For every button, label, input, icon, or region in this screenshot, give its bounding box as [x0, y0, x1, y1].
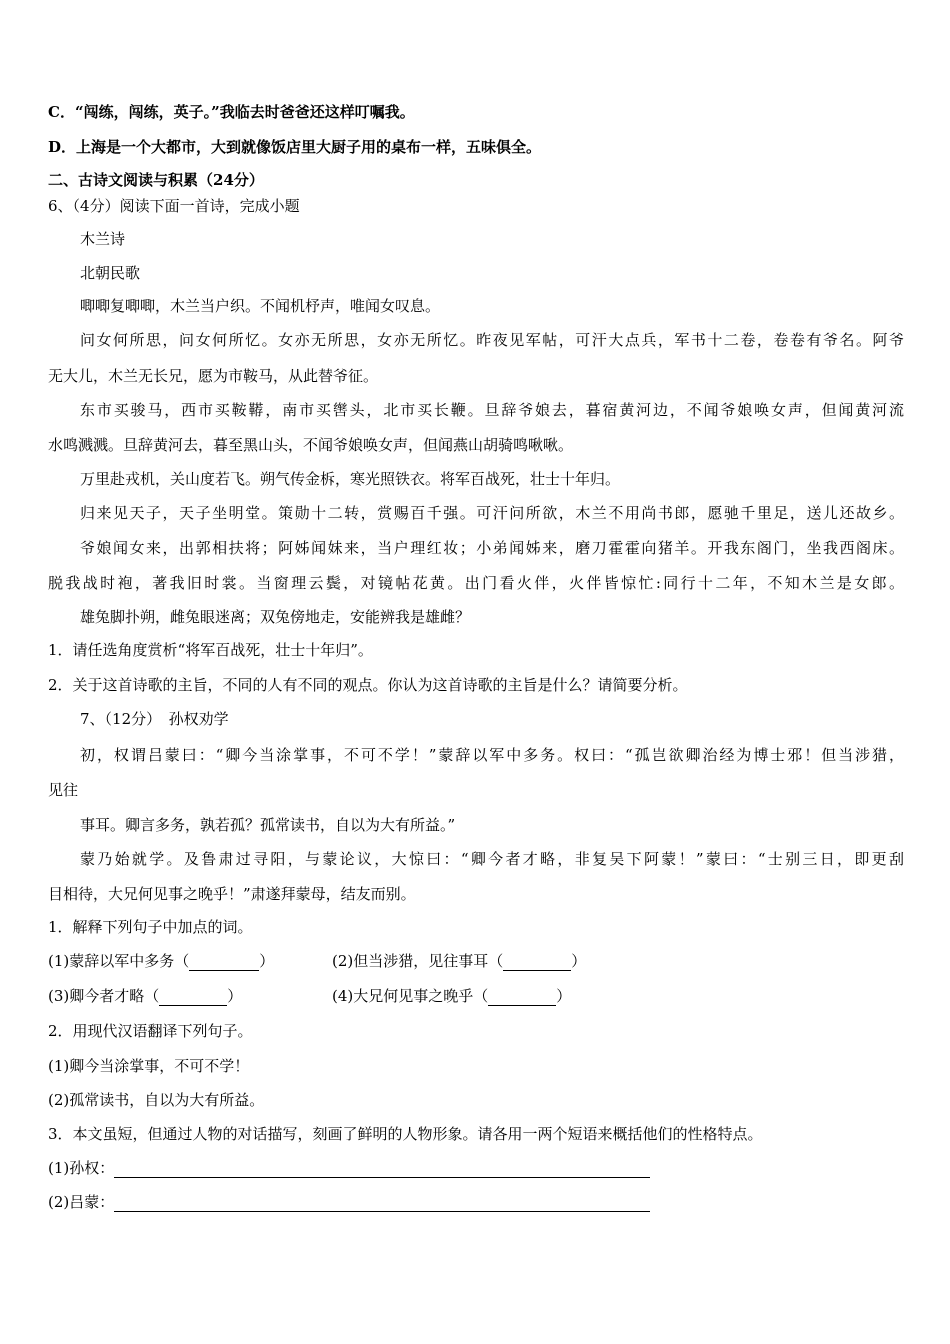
q6-sub1: 1．请任选角度赏析“将军百战死，壮士十年归”。 — [48, 641, 373, 659]
poem-line: 问女何所思，问女何所忆。女亦无所思，女亦无所忆。昨夜见军帖，可汗大点兵，军书十二卷，卷卷有爷名。阿爷 — [80, 331, 904, 349]
answer-blank[interactable] — [159, 991, 227, 1006]
poem-line: 唧唧复唧唧，木兰当户织。不闻机杼声，唯闻女叹息。 — [80, 297, 441, 315]
q7-prompt: 7、（12分） 孙权劝学 — [80, 710, 229, 728]
blank-item: (1)蒙辞以军中多务（ ） — [48, 952, 275, 970]
poem-line: 脱我战时袍，著我旧时裳。当窗理云鬓，对镜帖花黄。出门看火伴，火伴皆惊忙:同行十二年，不知木兰是女郎。 — [48, 574, 904, 592]
translate-item: (2)孤常读书，自以为大有所益。 — [48, 1091, 265, 1109]
answer-blank[interactable] — [488, 991, 556, 1006]
poem-line: 归来见天子，天子坐明堂。策勋十二转，赏赐百千强。可汗问所欲，木兰不用尚书郎，愿驰千里足，送儿还故乡。 — [80, 504, 904, 522]
blank-item: (3)卿今者才略（ ） — [48, 987, 243, 1005]
poem-line: 水鸣溅溅。旦辞黄河去，暮至黑山头，不闻爷娘唤女声，但闻燕山胡骑鸣啾啾。 — [48, 436, 574, 454]
translate-item: (1)卿今当涂掌事，不可不学！ — [48, 1057, 250, 1075]
poem-line: 雄兔脚扑朔，雌兔眼迷离；双兔傍地走，安能辨我是雄雌？ — [80, 608, 471, 626]
blank-row — [48, 951, 587, 971]
blank-row — [48, 986, 572, 1006]
poem-title: 木兰诗 — [80, 230, 126, 248]
answer-line-row: (1)孙权： — [48, 1158, 650, 1178]
q6-prompt: 6、（4分）阅读下面一首诗，完成小题 — [48, 197, 300, 215]
answer-line[interactable] — [114, 1197, 650, 1212]
passage-line: 目相待，大兄何见事之晚乎！”肃遂拜蒙母，结友而别。 — [48, 885, 416, 903]
blank-item: (2)但当涉猎，见往事耳（ ） — [332, 952, 587, 970]
section-heading: 二、古诗文阅读与积累（24分） — [48, 171, 264, 189]
poem-line: 万里赴戎机，关山度若飞。朔气传金柝，寒光照铁衣。将军百战死，壮士十年归。 — [80, 470, 621, 488]
passage-line: 事耳。卿言多务，孰若孤？孤常读书，自以为大有所益。” — [80, 816, 456, 834]
passage-line: 初，权谓吕蒙曰：“卿今当涂掌事，不可不学！”蒙辞以军中多务。权曰：“孤岂欲卿治经为博士邪！但当涉猎， — [80, 746, 904, 764]
answer-line[interactable] — [114, 1163, 650, 1178]
q7-sub3: 3．本文虽短，但通过人物的对话描写，刻画了鲜明的人物形象。请各用一两个短语来概括他们的性格特点。 — [48, 1125, 763, 1143]
option-d: D．上海是一个大都市，大到就像饭店里大厨子用的桌布一样，五味俱全。 — [48, 138, 542, 156]
poem-line: 爷娘闻女来，出郭相扶将；阿姊闻妹来，当户理红妆；小弟闻姊来，磨刀霍霍向猪羊。开我东阁门，坐我西阁床。 — [80, 539, 904, 557]
passage-line: 蒙乃始就学。及鲁肃过寻阳，与蒙论议，大惊曰：“卿今者才略，非复吴下阿蒙！”蒙曰：“士别三日，即更刮 — [80, 850, 904, 868]
q7-sub2: 2．用现代汉语翻译下列句子。 — [48, 1022, 253, 1040]
q7-sub1: 1．解释下列句子中加点的词。 — [48, 918, 253, 936]
poem-line: 东市买骏马，西市买鞍鞯，南市买辔头，北市买长鞭。旦辞爷娘去，暮宿黄河边，不闻爷娘唤女声，但闻黄河流 — [80, 401, 904, 419]
option-c: C．“闯练，闯练，英子。”我临去时爸爸还这样叮嘱我。 — [48, 103, 415, 121]
passage-line: 见往 — [48, 781, 79, 799]
blank-item: (4)大兄何见事之晚乎（ ） — [332, 987, 572, 1005]
poem-author: 北朝民歌 — [80, 264, 141, 282]
answer-line-row: (2)吕蒙： — [48, 1192, 650, 1212]
answer-blank[interactable] — [503, 956, 571, 971]
answer-blank[interactable] — [189, 956, 259, 971]
poem-line: 无大儿，木兰无长兄，愿为市鞍马，从此替爷征。 — [48, 367, 379, 385]
q6-sub2: 2．关于这首诗歌的主旨，不同的人有不同的观点。你认为这首诗歌的主旨是什么？请简要分析。 — [48, 676, 688, 694]
